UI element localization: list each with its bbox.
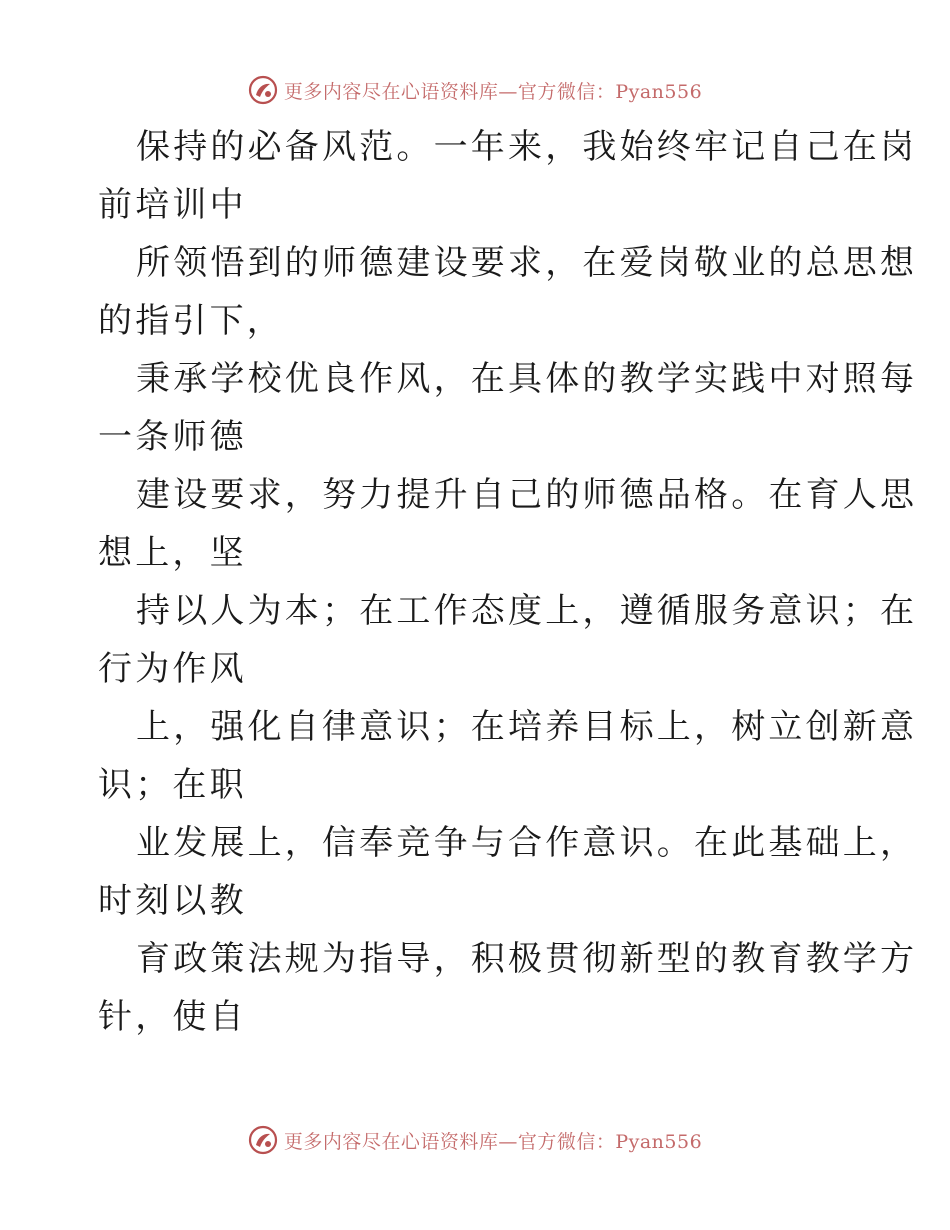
paragraph-6 xyxy=(98,698,918,814)
line: 行为作风 xyxy=(98,649,247,689)
paragraph-3 xyxy=(98,350,918,466)
header-watermark xyxy=(0,70,950,110)
line: 建设要求，努力提升自己的师德品格。在育人思 xyxy=(136,475,918,515)
line: 的指引下， xyxy=(98,301,284,341)
line: 业发展上，信奉竞争与合作意识。在此基础上， xyxy=(136,823,918,863)
line: 育政策法规为指导，积极贯彻新型的教育教学方 xyxy=(136,939,918,979)
line: 一条师德 xyxy=(98,417,247,457)
line: 时刻以教 xyxy=(98,881,247,921)
line: 持以人为本；在工作态度上，遵循服务意识；在 xyxy=(136,591,918,631)
line: 秉承学校优良作风，在具体的教学实践中对照每 xyxy=(136,359,918,399)
line: 针，使自 xyxy=(98,997,247,1037)
line: 前培训中 xyxy=(98,185,247,225)
paragraph-4 xyxy=(98,466,918,582)
brand-logo-icon xyxy=(248,75,278,105)
paragraph-1 xyxy=(98,118,918,234)
paragraph-7 xyxy=(98,814,918,930)
document-body xyxy=(98,118,918,1046)
paragraph-8 xyxy=(98,930,918,1046)
brand-logo-icon xyxy=(248,1125,278,1155)
line: 想上，坚 xyxy=(98,533,247,573)
footer-watermark-text: 更多内容尽在心语资料库—官方微信：Pyan556 xyxy=(283,1130,703,1153)
footer-watermark xyxy=(0,1120,950,1160)
line: 识；在职 xyxy=(98,765,247,805)
line: 保持的必备风范。一年来，我始终牢记自己在岗 xyxy=(136,127,918,167)
header-watermark-text: 更多内容尽在心语资料库—官方微信：Pyan556 xyxy=(283,80,703,103)
paragraph-2 xyxy=(98,234,918,350)
line: 上，强化自律意识；在培养目标上，树立创新意 xyxy=(136,707,918,747)
paragraph-5 xyxy=(98,582,918,698)
line: 所领悟到的师德建设要求，在爱岗敬业的总思想 xyxy=(136,243,918,283)
